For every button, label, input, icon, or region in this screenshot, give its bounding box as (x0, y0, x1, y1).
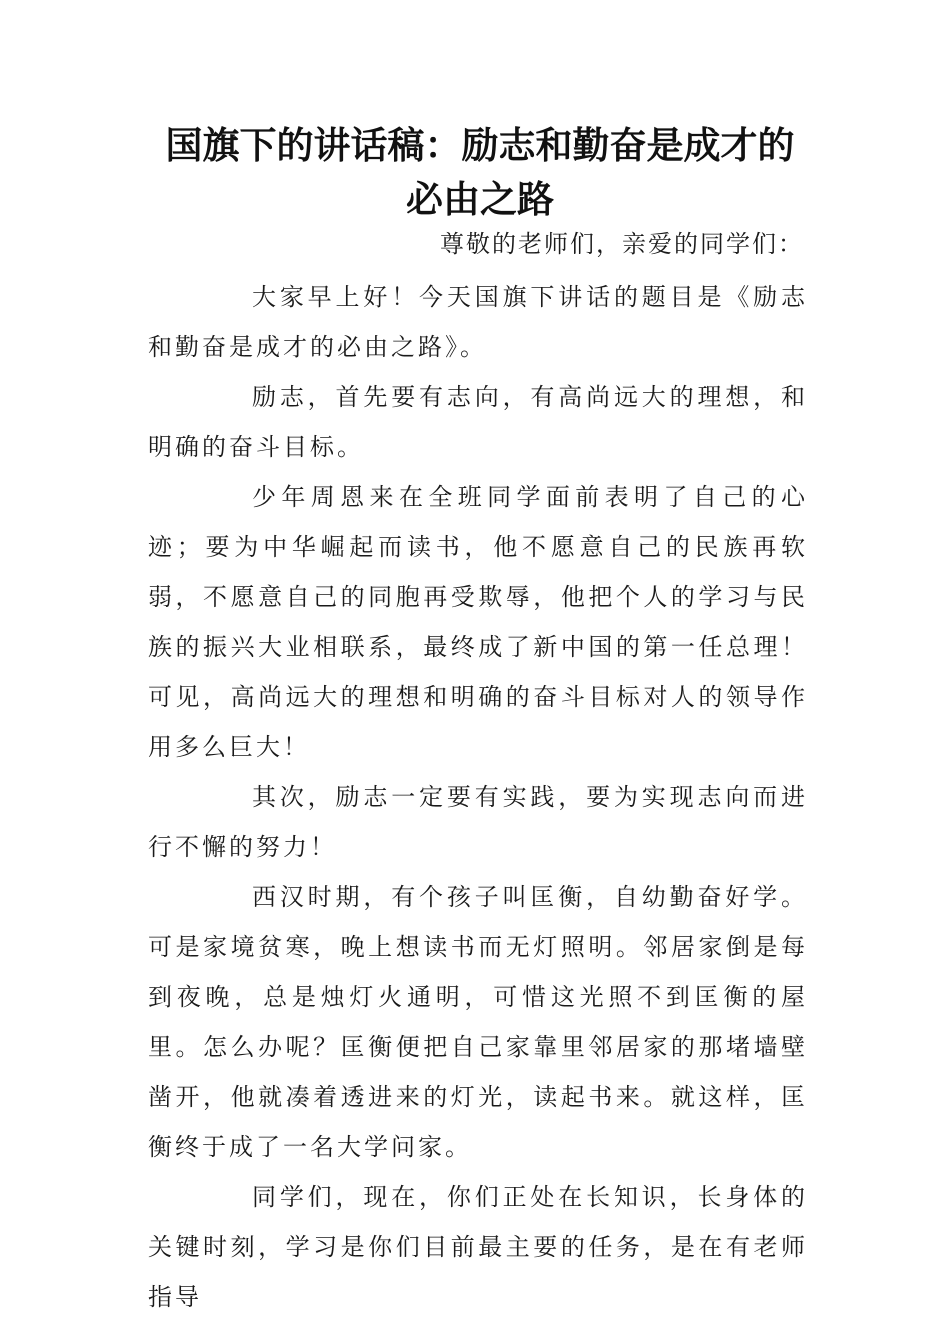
paragraph: 其次，励志一定要有实践，要为实现志向而进行不懈的努力！ (148, 783, 808, 861)
paragraph: 大家早上好！今天国旗下讲话的题目是《励志和勤奋是成才的必由之路》。 (148, 283, 808, 361)
document-body (148, 272, 808, 1322)
document-title: 国旗下的讲话稿：励志和勤奋是成才的必由之路 (165, 123, 795, 221)
paragraph: 西汉时期，有个孩子叫匡衡，自幼勤奋好学。可是家境贫寒，晚上想读书而无灯照明。邻居家倒是每到夜晚，总是烛灯火通明，可惜这光照不到匡衡的屋里。怎么办呢？匡衡便把自己家靠里邻居家的那堵墙壁凿开，他就凑着透进来的灯光，读起书来。就这样，匡衡终于成了一名大学问家。 (148, 883, 808, 1161)
paragraph: 励志，首先要有志向，有高尚远大的理想，和明确的奋斗目标。 (148, 383, 808, 461)
greeting: 尊敬的老师们，亲爱的同学们： (440, 230, 804, 258)
paragraph: 少年周恩来在全班同学面前表明了自己的心迹；要为中华崛起而读书，他不愿意自己的民族再软弱，不愿意自己的同胞再受欺辱，他把个人的学习与民族的振兴大业相联系，最终成了新中国的第一任总理！可见，高尚远大的理想和明确的奋斗目标对人的领导作用多么巨大！ (148, 483, 808, 761)
paragraph: 同学们，现在，你们正处在长知识，长身体的关键时刻，学习是你们目前最主要的任务，是在有老师指导 (148, 1183, 808, 1311)
